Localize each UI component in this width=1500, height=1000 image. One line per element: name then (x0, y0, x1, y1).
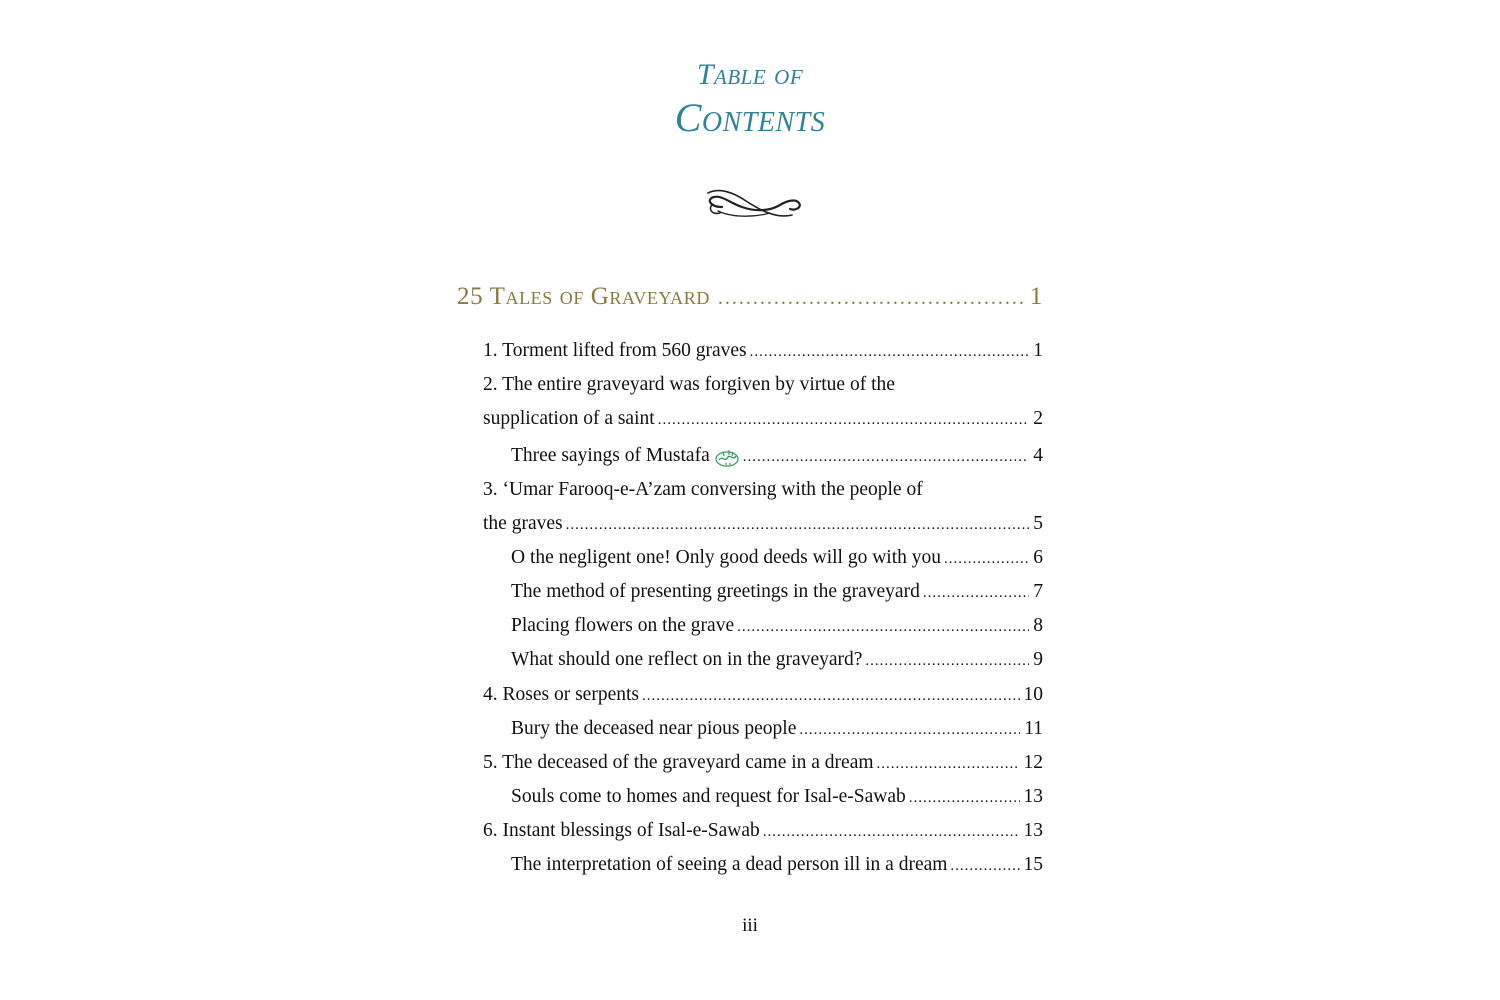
toc-entry-page: 13 (1023, 786, 1043, 807)
toc-entry-title: O the negligent one! Only good deeds will go with you (511, 547, 942, 568)
page-number-folio: iii (742, 915, 758, 936)
toc-entry-page: 12 (1023, 752, 1043, 773)
toc-entry-title: What should one reflect on in the graveyard? (511, 649, 863, 670)
toc-subentry[interactable] (511, 786, 1043, 814)
dot-leader (566, 517, 1030, 534)
dot-leader (718, 287, 1024, 310)
dot-leader (799, 722, 1020, 739)
toc-entry-title: 5. The deceased of the graveyard came in a dream (483, 752, 874, 773)
toc-entry-page: 6 (1033, 547, 1043, 568)
toc-entry[interactable] (483, 513, 1043, 541)
toc-entry-title: Bury the deceased near pious people (511, 718, 797, 739)
dot-leader (743, 449, 1030, 466)
dot-leader (763, 824, 1020, 841)
toc-entry[interactable] (483, 684, 1043, 712)
toc-subentry[interactable] (511, 581, 1043, 609)
toc-subentry[interactable] (511, 615, 1043, 643)
toc-entry-title: The method of presenting greetings in the graveyard (511, 581, 920, 602)
toc-section-heading[interactable] (457, 283, 1043, 323)
toc-entry-title: Placing flowers on the grave (511, 615, 735, 636)
toc-entry-title-line-1[interactable]: 2. The entire graveyard was forgiven by virtue of the (483, 374, 895, 395)
toc-entry-title: Three sayings of Mustafa (511, 445, 740, 468)
dot-leader (750, 344, 1030, 361)
toc-entry[interactable] (483, 340, 1043, 368)
toc-entry-page: 13 (1023, 820, 1043, 841)
toc-entry-page: 7 (1033, 581, 1043, 602)
dot-leader (865, 653, 1029, 670)
section-page-number: 1 (1029, 283, 1043, 310)
dot-leader (737, 619, 1029, 636)
toc-entry-title: the graves (483, 513, 563, 534)
toc-entry-page: 15 (1023, 854, 1043, 875)
toc-subentry[interactable] (511, 854, 1043, 882)
dot-leader (642, 688, 1020, 705)
toc-subentry[interactable] (511, 445, 1043, 473)
toc-subentry[interactable] (511, 718, 1043, 746)
toc-subentry[interactable] (511, 547, 1043, 575)
toc-entry[interactable] (483, 752, 1043, 780)
dot-leader (909, 790, 1020, 807)
toc-entry[interactable] (483, 408, 1043, 436)
toc-entry[interactable] (483, 820, 1043, 848)
title-line-1: Table of (696, 58, 804, 91)
toc-entry-title: 1. Torment lifted from 560 graves (483, 340, 747, 361)
toc-entry-page: 2 (1033, 408, 1043, 429)
toc-entry-title: 4. Roses or serpents (483, 684, 639, 705)
toc-subentry[interactable] (511, 649, 1043, 677)
arabic-honorific-calligraphy-icon (714, 446, 740, 468)
dot-leader (923, 585, 1029, 602)
toc-entry-title: supplication of a saint (483, 408, 655, 429)
section-title: 25 Tales of Graveyard (457, 283, 710, 310)
toc-entry-page: 5 (1033, 513, 1043, 534)
toc-entry-page: 11 (1024, 718, 1043, 739)
toc-entry-page: 9 (1033, 649, 1043, 670)
title-line-2: Contents (674, 95, 826, 140)
dot-leader (877, 756, 1020, 773)
toc-entry-title-line-1[interactable]: 3. ‘Umar Farooq-e-A’zam conversing with the people of (483, 479, 923, 500)
toc-entry-page: 4 (1033, 445, 1043, 466)
dot-leader (944, 551, 1029, 568)
dot-leader (950, 858, 1019, 875)
toc-entry-page: 1 (1033, 340, 1043, 361)
toc-entry-title: 6. Instant blessings of Isal-e-Sawab (483, 820, 760, 841)
toc-entry-title: The interpretation of seeing a dead person ill in a dream (511, 854, 948, 875)
toc-entry-title: Souls come to homes and request for Isal-e-Sawab (511, 786, 906, 807)
toc-entry-page: 8 (1033, 615, 1043, 636)
toc-entry-page: 10 (1023, 684, 1043, 705)
dot-leader (658, 412, 1030, 429)
